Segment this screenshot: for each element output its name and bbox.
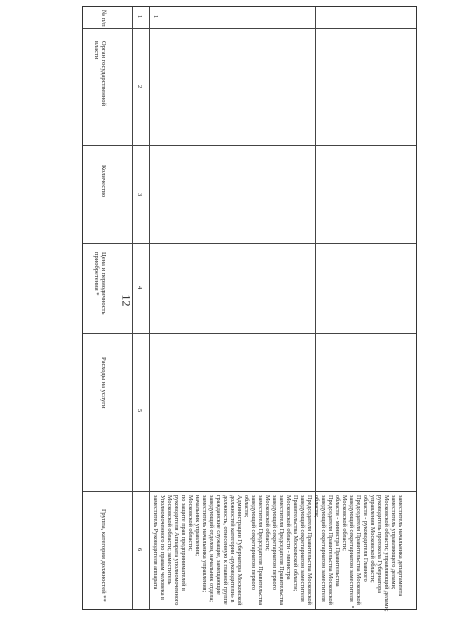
header-price: Цена и периодичность приобретения *: [92, 252, 107, 315]
position-line: руководителя Аппарата уполномоченного: [173, 495, 180, 606]
position-line: управления Московской области;: [369, 495, 376, 583]
position-line: Администрации Губернатора Московской: [236, 495, 243, 606]
position-line: заместитель Руководителя аппарата: [152, 495, 159, 590]
position-line: Председателя Правительства Московской: [355, 495, 362, 605]
positions-table: [82, 6, 417, 610]
position-line: заведующий секретариатом заместителя: [299, 495, 306, 602]
position-line: Правительства Московской области;: [292, 495, 299, 592]
position-line: Московской области;: [264, 495, 271, 551]
position-line: Московской области; управляющий делами;: [383, 495, 390, 612]
position-line: по защите прав предпринимателей в: [180, 495, 187, 591]
header-category: Группа, категория должностей **: [100, 509, 107, 602]
colnum-3: 3: [136, 193, 143, 197]
colnum-1: 1: [136, 15, 143, 19]
position-line: области - руководителя Главного: [362, 495, 369, 582]
colnum-6: 6: [136, 548, 143, 552]
position-line: области - министра Правительства: [334, 495, 341, 587]
position-line: должностей категории «руководители» в: [229, 495, 236, 603]
position-line: Московской области;: [187, 495, 194, 551]
row-number: 1: [152, 15, 159, 19]
page-number: 12: [119, 294, 134, 307]
position-line: Уполномоченного по правам человека в: [159, 495, 166, 600]
header-number: № п/п: [100, 10, 107, 27]
position-line: заведующий секретариатом заместителя: [320, 495, 327, 602]
position-line: руководитель протокола Губернатора: [376, 495, 383, 593]
header-authority: Орган государственной власти: [92, 41, 107, 106]
number-row-divider: [149, 7, 150, 609]
position-line: заместителя Председателя Правительства: [278, 495, 285, 606]
scan-speck: [352, 606, 354, 608]
position-line: должность, отнесенную к главной группе: [222, 495, 229, 605]
position-line: Московской области;: [341, 495, 348, 551]
position-line: Председателя Правительства Московской: [327, 495, 334, 605]
position-line: начальник управления;: [194, 495, 201, 556]
header-costs: Расходы на услуги: [100, 357, 107, 409]
position-line: заведующий отделом, начальник отдела;: [208, 495, 215, 603]
data-row-divider: [315, 7, 316, 609]
position-line: Московской области - министра: [285, 495, 292, 580]
colnum-5: 5: [136, 409, 143, 413]
position-line: области;: [243, 495, 250, 518]
position-line: заместитель начальника департамента: [397, 495, 404, 597]
position-line: гражданские служащие, замещающие: [215, 495, 222, 595]
position-line: заведующий секретариатом заместителя: [348, 495, 355, 602]
position-line: области;: [313, 495, 320, 518]
colnum-4: 4: [136, 286, 143, 290]
position-line: заместителя Председателя Правительства: [257, 495, 264, 606]
position-line: заведующий секретариатом первого: [250, 495, 257, 591]
position-line: Председателя Правительства Московской: [306, 495, 313, 605]
colnum-2: 2: [136, 85, 143, 89]
position-line: заведующий секретариатом первого: [271, 495, 278, 591]
position-line: Московской области; заместитель: [166, 495, 173, 585]
header-quantity: Количество: [100, 165, 107, 198]
header-row-divider: [132, 7, 133, 609]
position-line: заместитель начальника управления;: [201, 495, 208, 593]
position-line: заместитель управляющего делами;: [390, 495, 397, 590]
